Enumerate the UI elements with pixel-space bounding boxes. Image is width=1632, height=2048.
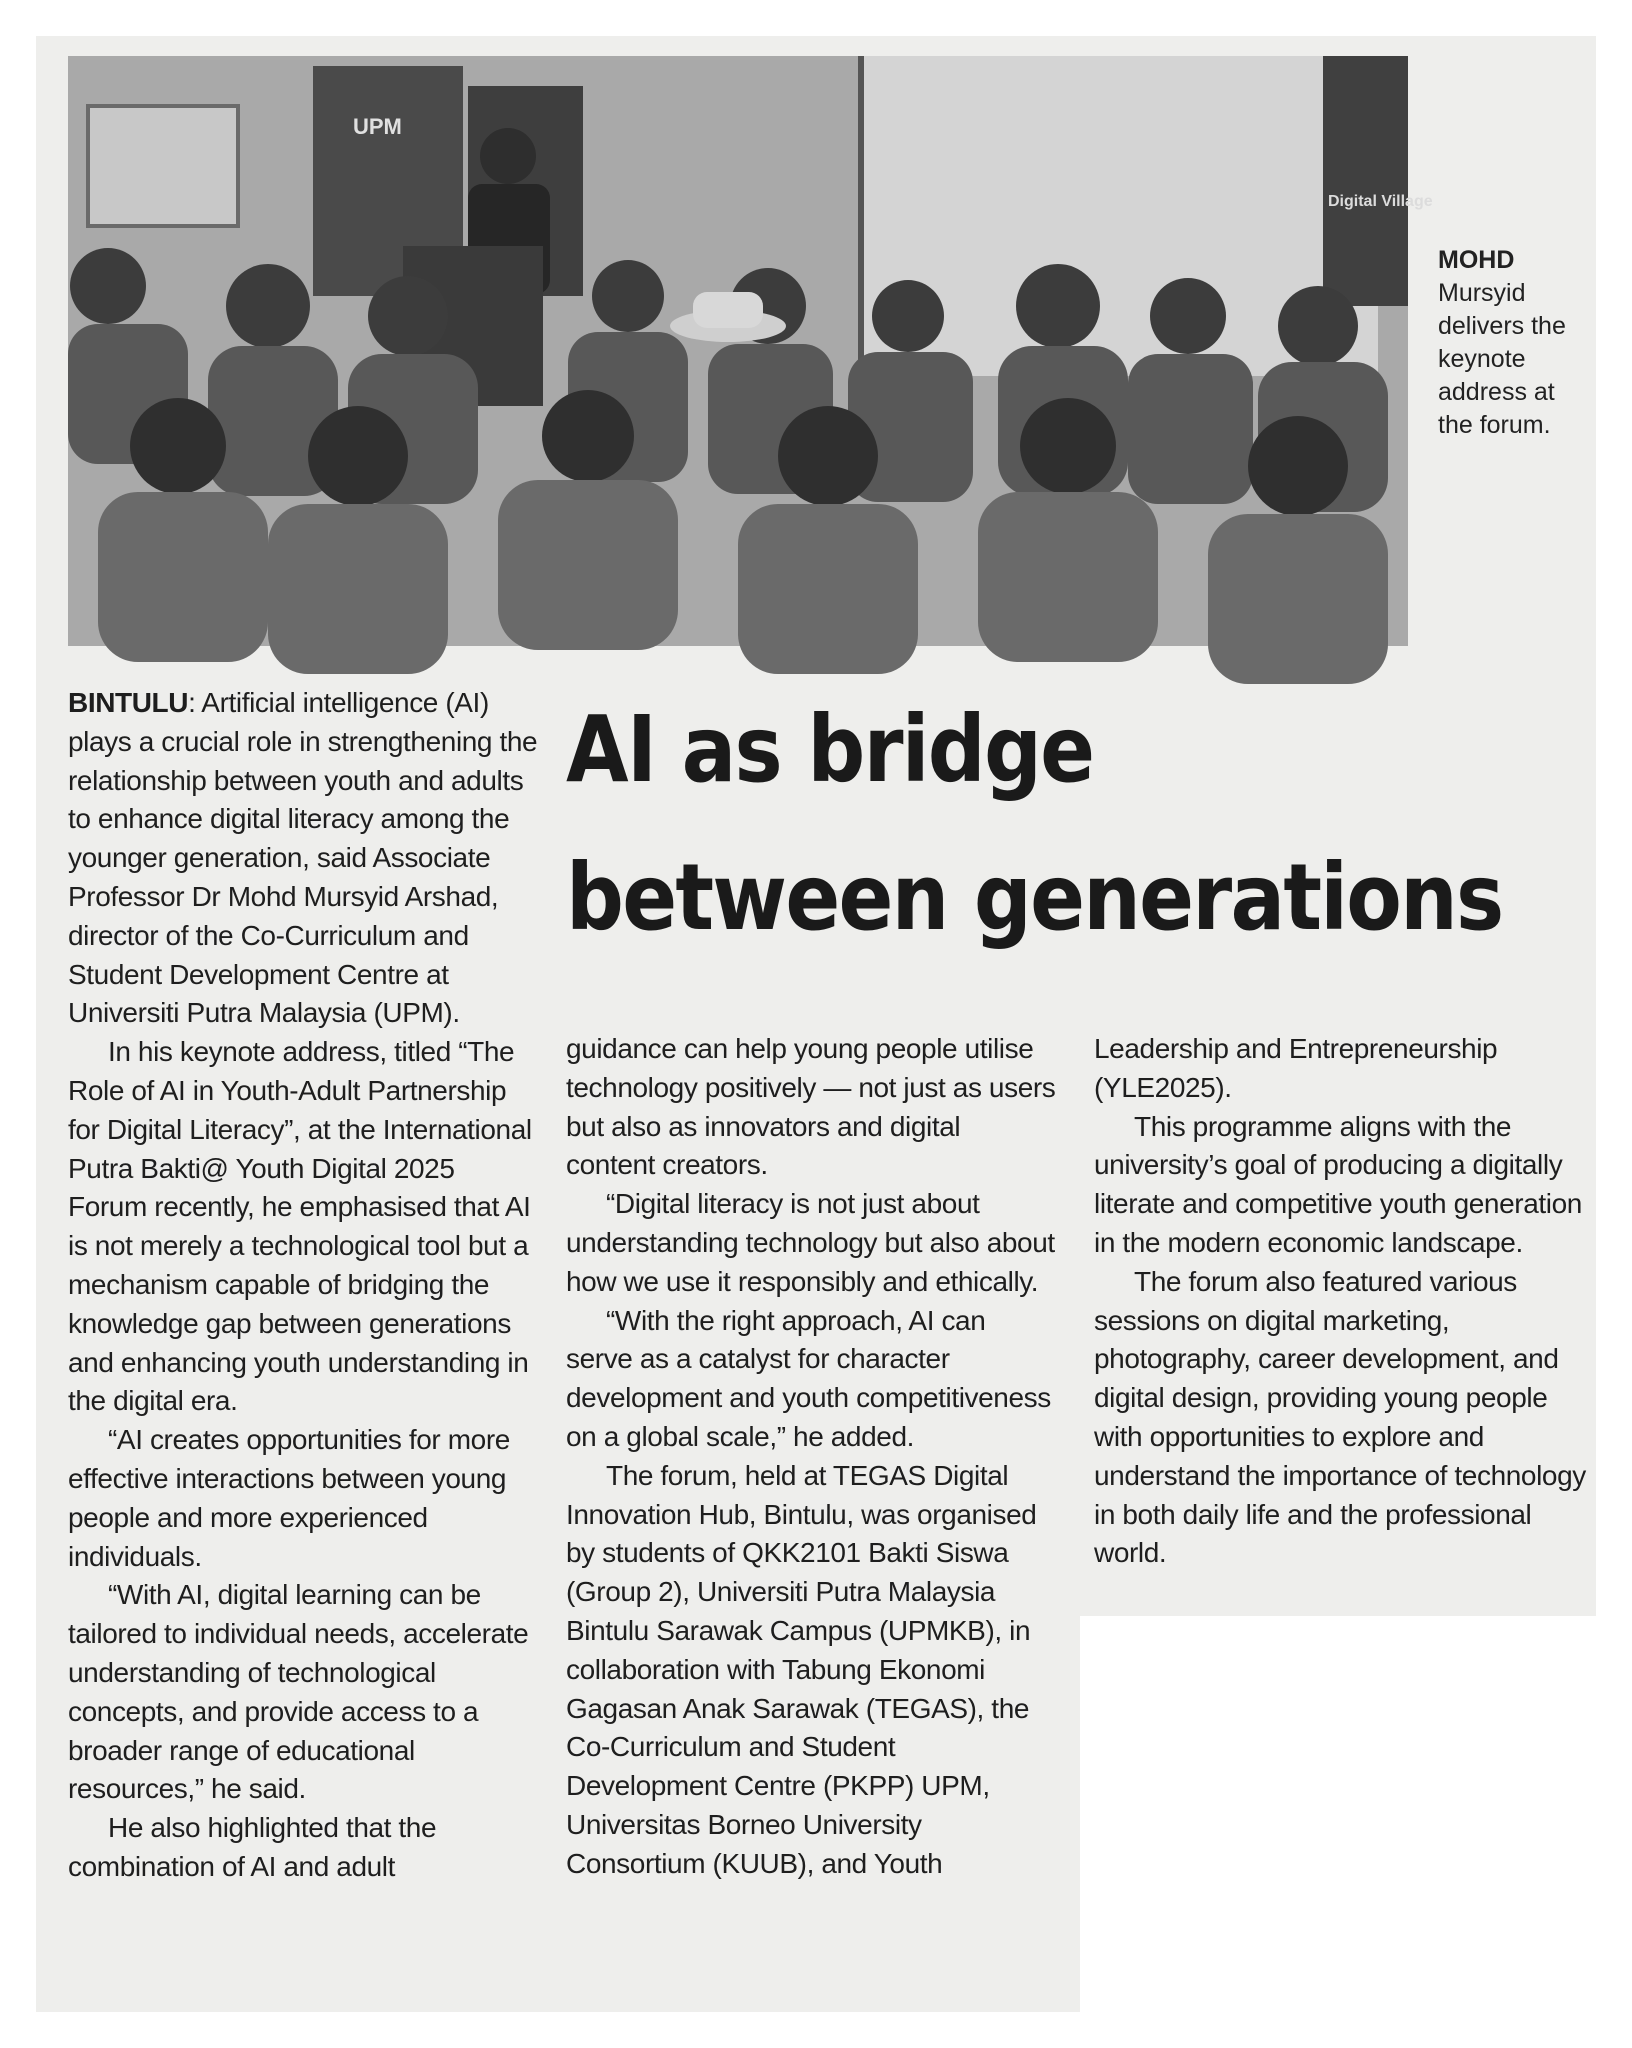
article-column-2 (566, 1030, 1056, 1884)
window (88, 106, 238, 226)
digital-village-banner (1323, 56, 1408, 306)
paragraph: Leadership and Entrepreneurship (YLE2025). (1094, 1033, 1498, 1103)
upm-banner-text: UPM (353, 114, 402, 139)
paragraph: This programme aligns with the university’s goal of producing a digitally literate and competitive youth generation in the modern economic landscape. (1094, 1110, 1582, 1258)
caption-body: Mursyid delivers the keynote address at the forum. (1438, 279, 1566, 439)
speaker-head (480, 128, 536, 184)
headline-line-2: between generations (566, 844, 1503, 951)
paragraph: “With the right approach, AI can serve as a catalyst for character development and youth competitiveness on a global scale,” he added. (566, 1304, 1051, 1452)
clipping-cutout (1080, 1616, 1600, 2026)
paragraph-text: : Artificial intelligence (AI) plays a crucial role in strengthening the relationship between youth and adults to enhance digital literacy among the younger generation, said Associate Professor Dr Mohd Mursyid Arshad, director of the Co-Curriculum and Student Development Centre at Universiti Putra Malaysia (UPM). (68, 687, 538, 1029)
article-column-3 (1094, 1030, 1589, 1573)
caption-lead: MOHD (1438, 246, 1515, 274)
photo-caption (1438, 244, 1588, 442)
digital-village-text: Digital Village (1328, 193, 1433, 210)
paragraph: guidance can help young people utilise technology positively — not just as users but also as innovators and digital content creators. (566, 1033, 1056, 1181)
paragraph: The forum, held at TEGAS Digital Innovation Hub, Bintulu, was organised by students of QKK2101 Bakti Siswa (Group 2), Universiti Putra Malaysia Bintulu Sarawak Campus (UPMKB), in collaboration with Tabung Ekonomi Gagasan Anak Sarawak (TEGAS), the Co-Curriculum and Student Development Centre (PKPP) UPM, Universitas Borneo University Consortium (KUUB), and Youth (566, 1459, 1037, 1879)
dateline: BINTULU (68, 687, 189, 718)
screen-edge (858, 56, 864, 386)
hat-crown (693, 292, 763, 328)
paragraph: In his keynote address, titled “The Role of AI in Youth-Adult Partnership for Digital Literacy”, at the International Putra Bakti@ Youth Digital 2025 Forum recently, he emphasised that AI is not merely a technological tool but a mechanism capable of bridging the knowledge gap between generations and enhancing youth understanding in the digital era. (68, 1036, 532, 1417)
paragraph: “With AI, digital learning can be tailored to individual needs, accelerate understanding of technological concepts, and provide access to a broader range of educational resources,” he said. (68, 1579, 529, 1805)
paragraph: “Digital literacy is not just about understanding technology but also about how we use it responsibly and ethically. (566, 1188, 1055, 1297)
paragraph: “AI creates opportunities for more effective interactions between young people and more experienced individuals. (68, 1424, 510, 1572)
forum-photo (68, 56, 1433, 646)
forum-photo-illustration (68, 56, 1433, 646)
paragraph: The forum also featured various sessions on digital marketing, photography, career development, and digital design, providing young people with opportunities to explore and understand the importance of technology in both daily life and the professional world. (1094, 1265, 1586, 1569)
article-column-1 (68, 684, 538, 1887)
headline-line-1: AI as bridge (566, 696, 1094, 803)
paragraph (68, 684, 538, 1033)
headline (566, 676, 1503, 972)
paragraph: He also highlighted that the combination of AI and adult (68, 1812, 437, 1882)
